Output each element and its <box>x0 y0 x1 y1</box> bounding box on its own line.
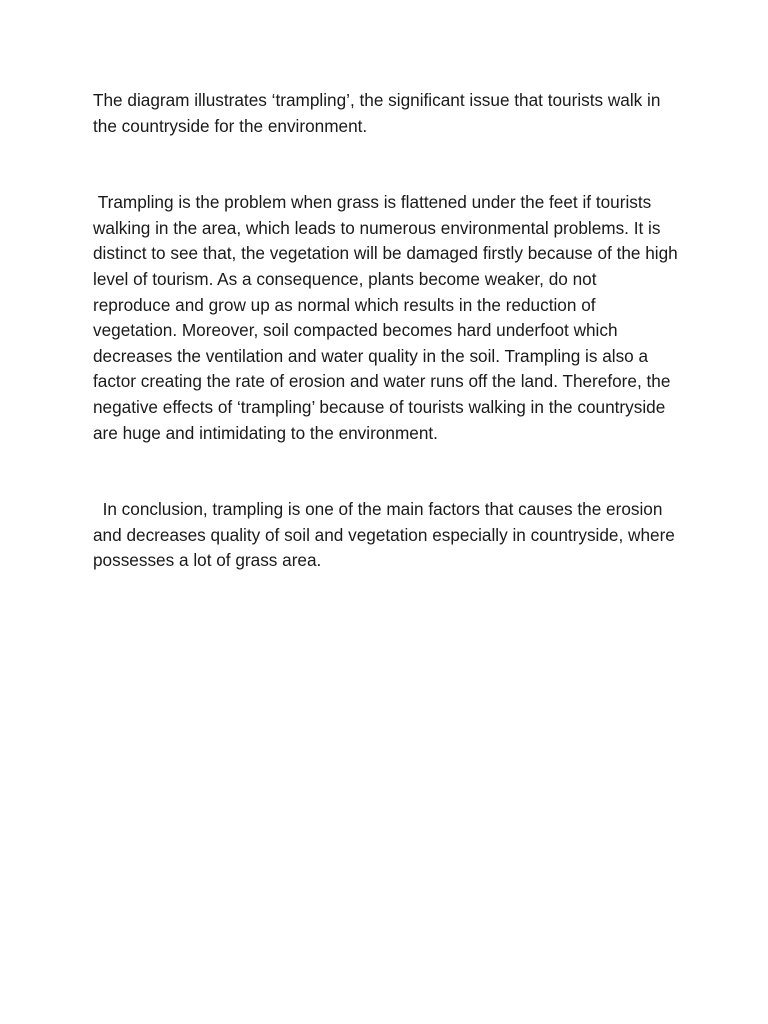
intro-paragraph: The diagram illustrates ‘trampling’, the significant issue that tourists walk in the countryside for the environment. <box>93 90 666 136</box>
conclusion-paragraph: In conclusion, trampling is one of the main factors that causes the erosion and decreases quality of soil and vegetation especially in countryside, where possesses a lot of grass area. <box>93 499 680 571</box>
document-body <box>93 88 683 574</box>
body-paragraph: Trampling is the problem when grass is flattened under the feet if tourists walking in the area, which leads to numerous environmental problems. It is distinct to see that, the vegetation will be damaged firstly because of the high level of tourism. As a consequence, plants become weaker, do not reproduce and grow up as normal which results in the reduction of vegetation. Moreover, soil compacted becomes hard underfoot which decreases the ventilation and water quality in the soil. Trampling is also a factor creating the rate of erosion and water runs off the land. Therefore, the negative effects of ‘trampling’ because of tourists walking in the countryside are huge and intimidating to the environment. <box>93 192 683 443</box>
